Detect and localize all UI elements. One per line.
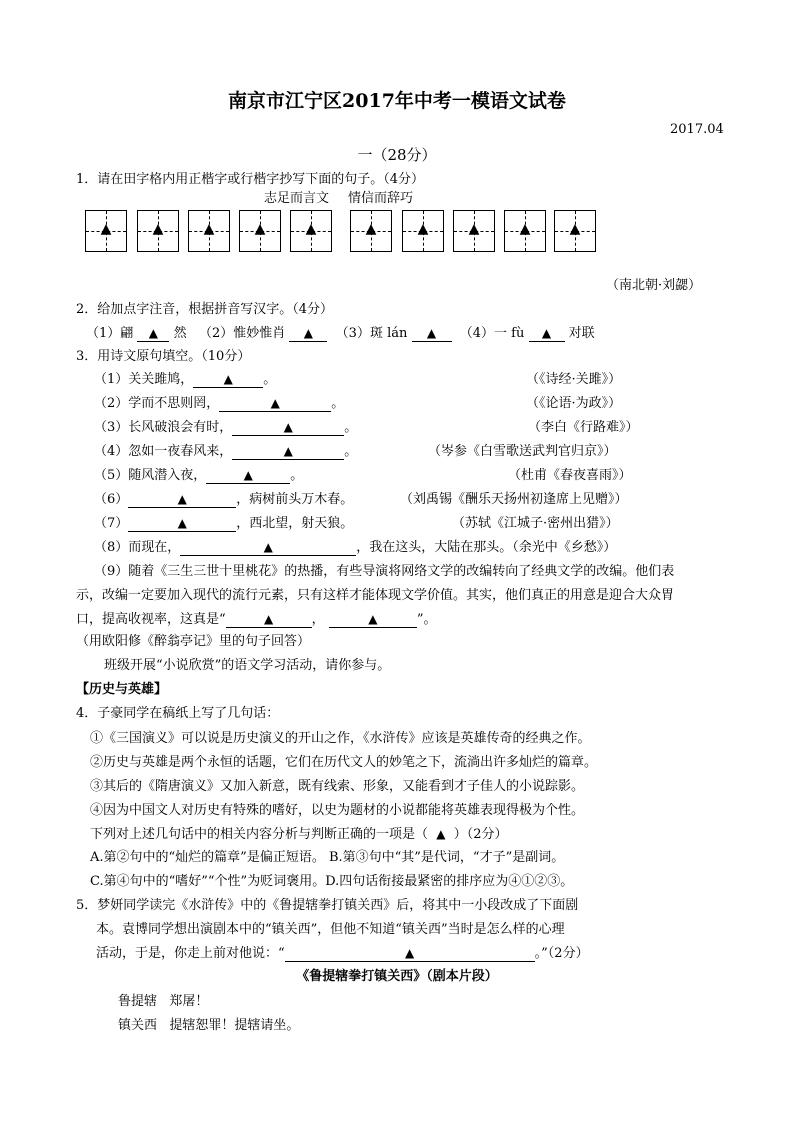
grid-cell[interactable] (504, 210, 546, 252)
grid-cell[interactable] (290, 210, 332, 252)
q2-item-3: （3）斑 lán (335, 326, 408, 341)
q2-blank-1[interactable]: ▲ (137, 326, 169, 342)
q3-source-1: （《诗经·关雎》） (526, 372, 622, 387)
q4-prompt: 4．子豪同学在稿纸上写了几句话： (76, 706, 280, 721)
q3-item-9-line-2: 示，改编一定要加入现代的流行元素，只有这样才能体现文学价值。其实，他们真正的用意是迎合大众胃 (76, 588, 675, 603)
page-title: 南京市江宁区2017年中考一模语文试卷 (228, 90, 566, 112)
q2-item-1: （1）翩 (86, 326, 134, 341)
q5-line-3: 活动，于是，你走上前对他说：“ ▲ 。”（2分） (96, 946, 589, 961)
section-history-heading: 【历史与英雄】 (76, 682, 168, 697)
role-lu-tixia: 鲁提辖 (118, 994, 158, 1009)
answer-mark: ▲ (100, 221, 112, 237)
q3-item-9-line-1: （9）随着《三生三世十里桃花》的热播，有些导演将网络文学的改编转向了经典文学的改编。他们表 (94, 564, 675, 579)
q2-item-4: （4）一 fù (459, 326, 525, 341)
q2-blank-2[interactable]: ▲ (289, 326, 327, 342)
q4-question: 下列对上述几句话中的相关内容分析与判断正确的一项是（ ▲ ）（2分） (90, 827, 508, 842)
q3-source-4: （岑参《白雪歌送武判官归京》） (428, 444, 617, 459)
q1-phrase-2: 情信而辞巧 (348, 191, 414, 206)
activity-intro: 班级开展“小说欣赏”的语文学习活动，请你参与。 (104, 658, 391, 673)
q4-sentence-3: ③其后的《隋唐演义》又加入新意，既有线索、形象，又能看到才子佳人的小说踪影。 (90, 779, 585, 794)
q5-line-2: 本。袁博同学想出演剧本中的“镇关西”，但他不知道“镇关西”当时是怎么样的心理 (96, 922, 565, 937)
q3-blank-6[interactable]: ▲ (128, 492, 236, 508)
q4-sentence-1: ①《三国演义》可以说是历史演义的开山之作，《水浒传》应该是英雄传奇的经典之作。 (90, 731, 591, 746)
q2-prompt: 2．给加点字注音，根据拼音写汉字。（4分） (76, 302, 334, 317)
q3-source-7: （苏轼《江城子·密州出猎》） (452, 516, 619, 531)
q2-blank-4[interactable]: ▲ (529, 326, 565, 342)
q3-blank-9a[interactable]: ▲ (226, 612, 312, 628)
q3-item-9-line-3: 口，提高收视率，这真是“ ▲ ， ▲ ”。 (76, 612, 437, 627)
q3-blank-4[interactable]: ▲ (232, 444, 344, 460)
answer-mark: ▲ (365, 221, 377, 237)
answer-mark: ▲ (203, 221, 215, 237)
q3-item-1: （1）关关雎鸠， ▲ 。 (94, 372, 277, 387)
q3-item-5: （5）随风潜入夜， ▲ 。 (94, 468, 304, 483)
q3-source-5: （杜甫《春夜喜雨》） (508, 468, 632, 483)
answer-mark: ▲ (519, 221, 531, 237)
answer-mark: ▲ (569, 221, 581, 237)
q3-blank-8[interactable]: ▲ (180, 540, 356, 556)
q3-blank-2[interactable]: ▲ (219, 396, 331, 412)
q3-source-3: （李白《行路难》） (528, 420, 639, 435)
q4-sentence-2: ②历史与英雄是两个永恒的话题，它们在历代文人的妙笔之下，流淌出许多灿烂的篇章。 (90, 755, 598, 770)
grid-cell[interactable] (239, 210, 281, 252)
answer-mark: ▲ (254, 221, 266, 237)
q3-blank-5[interactable]: ▲ (206, 468, 290, 484)
grid-cell[interactable] (402, 210, 444, 252)
script-line-2: 镇关西 提辖恕罪！提辖请坐。 (118, 1018, 300, 1033)
script-line-1: 鲁提辖 郑屠！ (118, 994, 209, 1009)
q3-item-2: （2）学而不思则罔， ▲ 。 (94, 396, 345, 411)
q1-source: （南北朝·刘勰） (606, 278, 702, 293)
q3-item-4: （4）忽如一夜春风来， ▲ 。 (94, 444, 358, 459)
q1-prompt: 1．请在田字格内用正楷字或行楷字抄写下面的句子。（4分） (76, 172, 425, 187)
q3-item-3: （3）长风破浪会有时， ▲ 。 (94, 420, 358, 435)
q3-blank-9b[interactable]: ▲ (329, 612, 417, 628)
q3-item-6: （6） ▲ ，病树前头万木春。 (94, 492, 354, 507)
q3-source-2: （《论语·为政》） (526, 396, 622, 411)
section-one-heading: 一（28分） (357, 146, 437, 164)
q3-item-8: （8）而现在， ▲ ，我在这头，大陆在那头。（余光中《乡愁》） (94, 540, 617, 555)
q4-options-cd: C.第④句中的“嗜好”“个性”为贬词褒用。D.四句话衔接最紧密的排序应为④①②③。 (90, 874, 574, 889)
q4-options-ab: A.第②句中的“灿烂的篇章”是偏正短语。 B.第③句中“其”是代词，“才子”是副词。 (90, 850, 565, 865)
answer-mark: ▲ (417, 221, 429, 237)
q4-sentence-4: ④因为中国文人对历史有特殊的嗜好，以史为题材的小说都能将英雄表现得极为个性。 (90, 803, 585, 818)
grid-cell[interactable] (137, 210, 179, 252)
grid-cell[interactable] (350, 210, 392, 252)
q2-item-1-tail: 然 (173, 326, 187, 341)
q2-blank-3[interactable]: ▲ (412, 326, 452, 342)
q5-line-1: 5．梦妍同学读完《水浒传》中的《鲁提辖拳打镇关西》后，将其中一小段改成了下面剧 (76, 898, 579, 913)
q5-blank[interactable]: ▲ (285, 946, 535, 962)
q3-source-6: （刘禹锡《酬乐天扬州初逢席上见赠》） (400, 492, 628, 507)
grid-cell[interactable] (85, 210, 127, 252)
q3-blank-3[interactable]: ▲ (232, 420, 344, 436)
q3-blank-1[interactable]: ▲ (193, 372, 263, 388)
q3-prompt: 3．用诗文原句填空。（10分） (76, 349, 251, 364)
q2-items (86, 326, 595, 342)
q3-item-9-note: （用欧阳修《醉翁亭记》里的句子回答） (76, 634, 311, 649)
answer-mark: ▲ (468, 221, 480, 237)
grid-cell[interactable] (554, 210, 596, 252)
grid-cell[interactable] (188, 210, 230, 252)
q4-answer-mark[interactable]: ▲ (436, 827, 446, 841)
q3-blank-7[interactable]: ▲ (128, 516, 236, 532)
q1-phrase-1: 志足而言文 (264, 191, 330, 206)
grid-cell[interactable] (453, 210, 495, 252)
role-zhen-guanxi: 镇关西 (118, 1018, 158, 1033)
q2-item-2: （2）惟妙惟肖 (198, 326, 286, 341)
answer-mark: ▲ (152, 221, 164, 237)
answer-mark: ▲ (305, 221, 317, 237)
script-title: 《鲁提辖拳打镇关西》（剧本片段） (296, 969, 498, 984)
q3-item-7: （7） ▲ ，西北望，射天狼。 (94, 516, 354, 531)
exam-date: 2017.04 (670, 122, 724, 137)
q2-item-4-tail: 对联 (568, 326, 595, 341)
